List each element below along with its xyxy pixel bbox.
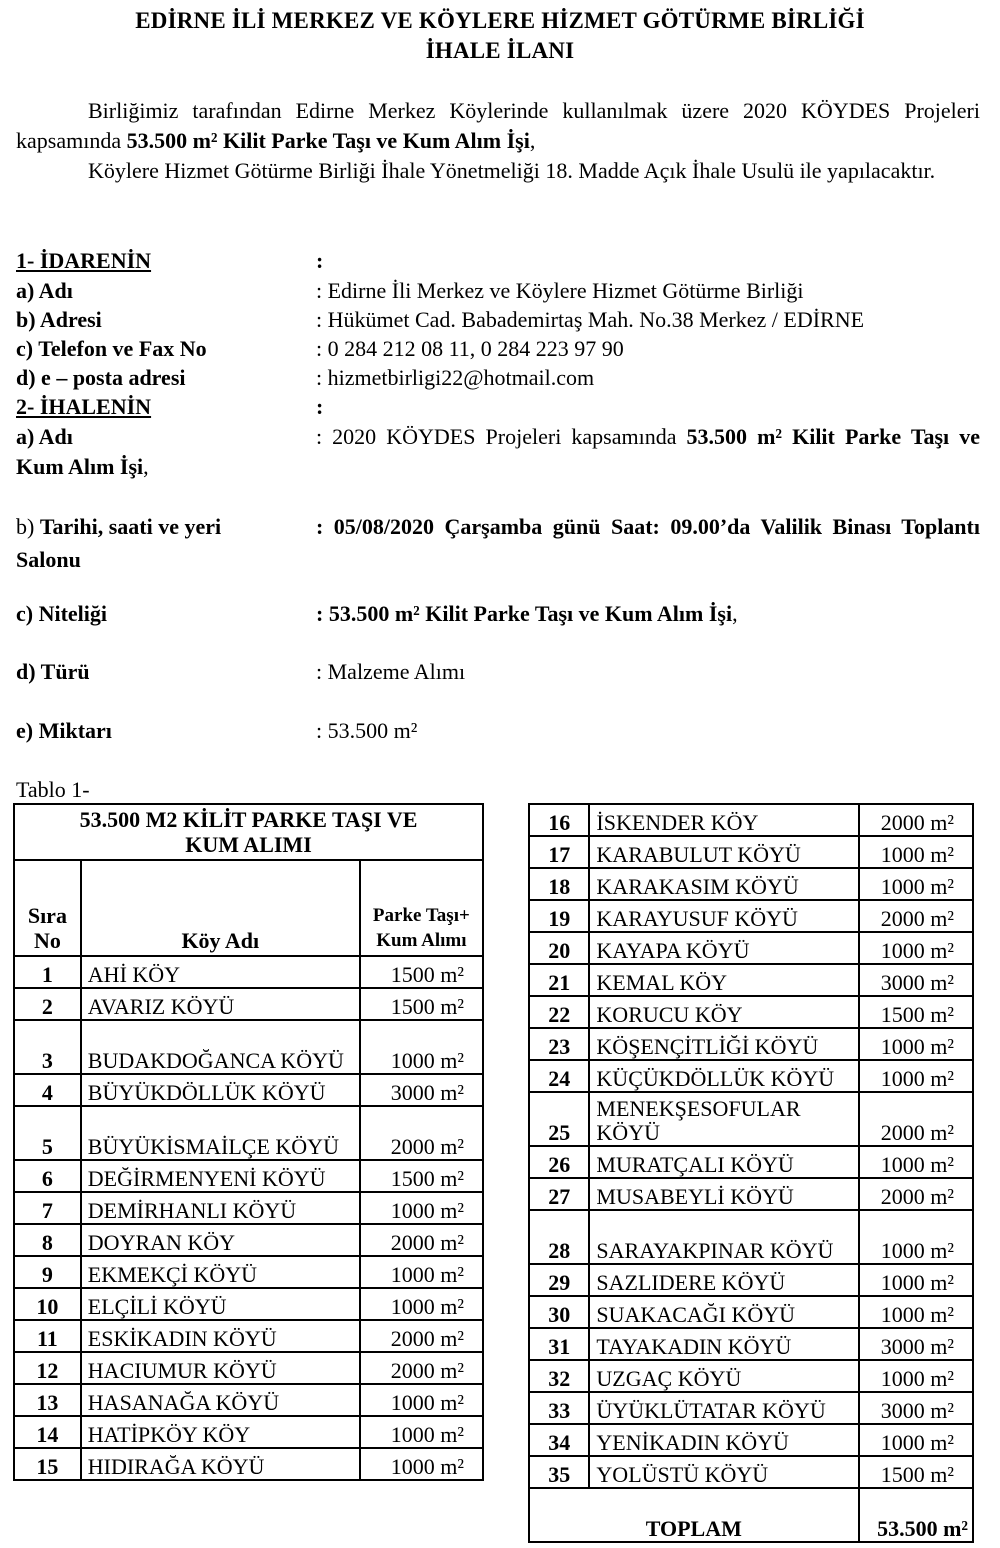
section-ihale-colon: : xyxy=(316,394,324,419)
row-number: 30 xyxy=(529,1296,589,1328)
intro-end: , xyxy=(529,128,536,153)
idare-email-label: d) e – posta adresi xyxy=(16,365,186,390)
table-row xyxy=(14,1106,483,1160)
header-koy-adi: Köy Adı xyxy=(81,860,360,956)
intro-bold-subject: 53.500 m² Kilit Parke Taşı ve Kum Alım İşi xyxy=(126,128,530,153)
ihale-date-value: : 05/08/2020 Çarşamba günü Saat: 09.00’da Valilik Binası Toplantı Salonu xyxy=(16,514,980,572)
idare-phone-value: : 0 284 212 08 11, 0 284 223 97 90 xyxy=(316,336,624,361)
table-caption: Tablo 1- xyxy=(16,777,90,802)
row-amount: 1500 m² xyxy=(360,988,483,1020)
table-row xyxy=(529,1296,973,1328)
ihale-date-row xyxy=(16,510,980,576)
village-table-left xyxy=(13,803,484,1481)
row-village-name: ÜYÜKLÜTATAR KÖYÜ xyxy=(589,1392,858,1424)
table-row xyxy=(529,804,973,836)
row-village-name: MENEKŞESOFULAR KÖYÜ xyxy=(589,1092,858,1146)
row-number: 18 xyxy=(529,868,589,900)
row-number: 16 xyxy=(529,804,589,836)
row-village-name: AVARIZ KÖYÜ xyxy=(81,988,360,1020)
row-number: 4 xyxy=(14,1074,81,1106)
row-village-name: AHİ KÖY xyxy=(81,956,360,988)
idare-phone-label: c) Telefon ve Fax No xyxy=(16,336,207,361)
table-row xyxy=(529,1360,973,1392)
ihale-quality-end: , xyxy=(732,601,738,626)
ihale-type-label: d) Türü xyxy=(16,659,90,684)
ihale-amount-value: : 53.500 m² xyxy=(316,718,418,743)
table-row xyxy=(14,1020,483,1074)
table-row xyxy=(529,964,973,996)
row-amount: 1000 m² xyxy=(360,1384,483,1416)
row-amount: 2000 m² xyxy=(859,1178,973,1210)
table-row xyxy=(14,1384,483,1416)
row-amount: 2000 m² xyxy=(859,1092,973,1146)
row-amount: 1000 m² xyxy=(859,1424,973,1456)
row-amount: 1000 m² xyxy=(859,1028,973,1060)
row-village-name: İSKENDER KÖY xyxy=(589,804,858,836)
row-amount: 1000 m² xyxy=(859,1360,973,1392)
idare-email-value: : hizmetbirligi22@hotmail.com xyxy=(316,365,595,390)
row-amount: 1500 m² xyxy=(360,1160,483,1192)
row-village-name: KÖŞENÇİTLİĞİ KÖYÜ xyxy=(589,1028,858,1060)
row-amount: 1500 m² xyxy=(859,996,973,1028)
row-number: 23 xyxy=(529,1028,589,1060)
header-parke-kum: Parke Taşı+ Kum Alımı xyxy=(360,860,483,956)
table-row xyxy=(14,988,483,1020)
row-village-name: YENİKADIN KÖYÜ xyxy=(589,1424,858,1456)
row-village-name: DEMİRHANLI KÖYÜ xyxy=(81,1192,360,1224)
row-amount: 1000 m² xyxy=(360,1416,483,1448)
table-row xyxy=(14,956,483,988)
ihale-quality-row xyxy=(316,599,980,629)
table-row xyxy=(529,1424,973,1456)
row-amount: 2000 m² xyxy=(859,804,973,836)
row-village-name: BUDAKDOĞANCA KÖYÜ xyxy=(81,1020,360,1074)
row-village-name: KARAYUSUF KÖYÜ xyxy=(589,900,858,932)
table-row xyxy=(529,1028,973,1060)
intro-text: Birliğimiz tarafından Edirne Merkez Köylerinde kullanılmak üzere 2020 KÖYDES Projeleri kapsamında xyxy=(16,98,980,153)
row-amount: 1000 m² xyxy=(859,932,973,964)
row-number: 7 xyxy=(14,1192,81,1224)
table-row xyxy=(529,1060,973,1092)
row-village-name: KARABULUT KÖYÜ xyxy=(589,836,858,868)
row-village-name: EKMEKÇİ KÖYÜ xyxy=(81,1256,360,1288)
table-row xyxy=(529,996,973,1028)
row-village-name: SAZLIDERE KÖYÜ xyxy=(589,1264,858,1296)
table-row xyxy=(529,1210,973,1264)
section-idare-colon: : xyxy=(316,248,324,273)
table-row xyxy=(529,1456,973,1488)
row-amount: 1000 m² xyxy=(859,868,973,900)
row-amount: 2000 m² xyxy=(360,1106,483,1160)
row-village-name: ESKİKADIN KÖYÜ xyxy=(81,1320,360,1352)
row-village-name: BÜYÜKDÖLLÜK KÖYÜ xyxy=(81,1074,360,1106)
row-amount: 1000 m² xyxy=(360,1256,483,1288)
table-row xyxy=(14,1352,483,1384)
row-number: 3 xyxy=(14,1020,81,1074)
row-village-name: HACIUMUR KÖYÜ xyxy=(81,1352,360,1384)
row-number: 34 xyxy=(529,1424,589,1456)
table-row xyxy=(529,1328,973,1360)
row-number: 17 xyxy=(529,836,589,868)
row-number: 33 xyxy=(529,1392,589,1424)
row-village-name: UZGAÇ KÖYÜ xyxy=(589,1360,858,1392)
row-number: 15 xyxy=(14,1448,81,1480)
row-amount: 3000 m² xyxy=(360,1074,483,1106)
table-row xyxy=(14,1074,483,1106)
section-ihale-heading: 2- İHALENİN xyxy=(16,394,152,419)
row-village-name: SARAYAKPINAR KÖYÜ xyxy=(589,1210,858,1264)
row-village-name: KAYAPA KÖYÜ xyxy=(589,932,858,964)
table-row xyxy=(14,1320,483,1352)
row-number: 8 xyxy=(14,1224,81,1256)
row-number: 12 xyxy=(14,1352,81,1384)
table-row xyxy=(529,932,973,964)
row-village-name: HIDIRAĞA KÖYÜ xyxy=(81,1448,360,1480)
row-amount: 1000 m² xyxy=(859,1060,973,1092)
table-row xyxy=(529,1392,973,1424)
intro-paragraph-2: Köylere Hizmet Götürme Birliği İhale Yönetmeliği 18. Madde Açık İhale Usulü ile yapılacaktır. xyxy=(88,158,936,183)
total-value: 53.500 m² xyxy=(859,1488,973,1542)
row-number: 10 xyxy=(14,1288,81,1320)
ihale-name-value: : 2020 KÖYDES Projeleri kapsamında xyxy=(316,424,687,449)
row-village-name: SUAKACAĞI KÖYÜ xyxy=(589,1296,858,1328)
row-number: 32 xyxy=(529,1360,589,1392)
row-amount: 1000 m² xyxy=(859,1146,973,1178)
row-village-name: KÜÇÜKDÖLLÜK KÖYÜ xyxy=(589,1060,858,1092)
table-row xyxy=(529,868,973,900)
row-village-name: DEĞİRMENYENİ KÖYÜ xyxy=(81,1160,360,1192)
ihale-name-bold: 53.500 m² Kilit Parke Taşı ve Kum Alım İşi xyxy=(16,424,980,479)
row-amount: 3000 m² xyxy=(859,964,973,996)
row-number: 2 xyxy=(14,988,81,1020)
section-idare-heading: 1- İDARENİN xyxy=(16,248,152,273)
ihale-quality-value: : 53.500 m² Kilit Parke Taşı ve Kum Alım İşi xyxy=(316,601,733,626)
table-row xyxy=(529,1264,973,1296)
row-number: 21 xyxy=(529,964,589,996)
row-amount: 1000 m² xyxy=(360,1288,483,1320)
idare-name-value: : Edirne İli Merkez ve Köylere Hizmet Götürme Birliği xyxy=(316,278,804,303)
row-number: 14 xyxy=(14,1416,81,1448)
row-number: 13 xyxy=(14,1384,81,1416)
document-title: EDİRNE İLİ MERKEZ VE KÖYLERE HİZMET GÖTÜRME BİRLİĞİ xyxy=(135,8,865,33)
row-amount: 2000 m² xyxy=(360,1224,483,1256)
row-village-name: TAYAKADIN KÖYÜ xyxy=(589,1328,858,1360)
row-amount: 3000 m² xyxy=(859,1392,973,1424)
row-village-name: BÜYÜKİSMAİLÇE KÖYÜ xyxy=(81,1106,360,1160)
ihale-date-label xyxy=(16,510,316,543)
row-number: 28 xyxy=(529,1210,589,1264)
row-number: 11 xyxy=(14,1320,81,1352)
table-row xyxy=(14,1192,483,1224)
row-amount: 1000 m² xyxy=(360,1448,483,1480)
row-number: 24 xyxy=(529,1060,589,1092)
table-row xyxy=(529,1146,973,1178)
idare-name-label: a) Adı xyxy=(16,278,73,303)
row-number: 29 xyxy=(529,1264,589,1296)
table-row xyxy=(529,900,973,932)
row-amount: 1500 m² xyxy=(360,956,483,988)
row-village-name: MURATÇALI KÖYÜ xyxy=(589,1146,858,1178)
table-row xyxy=(14,1416,483,1448)
ihale-type-value: : Malzeme Alımı xyxy=(316,659,466,684)
table-row xyxy=(14,1224,483,1256)
row-number: 9 xyxy=(14,1256,81,1288)
row-village-name: KORUCU KÖY xyxy=(589,996,858,1028)
row-number: 6 xyxy=(14,1160,81,1192)
idare-address-value: : Hükümet Cad. Babademirtaş Mah. No.38 Merkez / EDİRNE xyxy=(316,307,865,332)
row-amount: 1000 m² xyxy=(859,836,973,868)
row-number: 5 xyxy=(14,1106,81,1160)
idare-address-label: b) Adresi xyxy=(16,307,102,332)
total-label: TOPLAM xyxy=(529,1488,859,1542)
row-number: 26 xyxy=(529,1146,589,1178)
row-village-name: HASANAĞA KÖYÜ xyxy=(81,1384,360,1416)
row-village-name: ELÇİLİ KÖYÜ xyxy=(81,1288,360,1320)
row-village-name: HATİPKÖY KÖY xyxy=(81,1416,360,1448)
row-village-name: DOYRAN KÖY xyxy=(81,1224,360,1256)
row-number: 35 xyxy=(529,1456,589,1488)
row-number: 25 xyxy=(529,1092,589,1146)
header-sira-no: Sıra No xyxy=(14,860,81,956)
row-number: 20 xyxy=(529,932,589,964)
row-amount: 1000 m² xyxy=(859,1210,973,1264)
row-village-name: KARAKASIM KÖYÜ xyxy=(589,868,858,900)
document-subtitle: İHALE İLANI xyxy=(425,38,575,63)
row-number: 22 xyxy=(529,996,589,1028)
table-row xyxy=(529,1178,973,1210)
ihale-name-end: , xyxy=(143,454,149,479)
intro-paragraph xyxy=(16,96,980,156)
row-village-name: MUSABEYLİ KÖYÜ xyxy=(589,1178,858,1210)
row-amount: 1000 m² xyxy=(859,1264,973,1296)
row-amount: 1500 m² xyxy=(859,1456,973,1488)
row-amount: 2000 m² xyxy=(360,1352,483,1384)
row-amount: 1000 m² xyxy=(859,1296,973,1328)
row-amount: 3000 m² xyxy=(859,1328,973,1360)
ihale-name-row xyxy=(16,422,980,482)
row-number: 19 xyxy=(529,900,589,932)
ihale-date-label-text: Tarihi, saati ve yeri xyxy=(39,514,222,539)
table-row xyxy=(14,1256,483,1288)
table-row xyxy=(529,1092,973,1146)
table-row xyxy=(14,1288,483,1320)
row-number: 27 xyxy=(529,1178,589,1210)
row-village-name: KEMAL KÖY xyxy=(589,964,858,996)
ihale-name-label: a) Adı xyxy=(16,424,73,449)
row-number: 31 xyxy=(529,1328,589,1360)
row-amount: 2000 m² xyxy=(360,1320,483,1352)
row-village-name: YOLÜSTÜ KÖYÜ xyxy=(589,1456,858,1488)
row-amount: 1000 m² xyxy=(360,1020,483,1074)
table-row xyxy=(529,836,973,868)
ihale-date-label-prefix: b) xyxy=(16,514,40,539)
row-number: 1 xyxy=(14,956,81,988)
village-table-right xyxy=(528,803,974,1543)
table-row xyxy=(14,1160,483,1192)
row-amount: 1000 m² xyxy=(360,1192,483,1224)
ihale-quality-label: c) Niteliği xyxy=(16,601,108,626)
table-row xyxy=(14,1448,483,1480)
row-amount: 2000 m² xyxy=(859,900,973,932)
table-title: 53.500 M2 KİLİT PARKE TAŞI VE KUM ALIMI xyxy=(14,804,483,860)
ihale-amount-label: e) Miktarı xyxy=(16,718,112,743)
